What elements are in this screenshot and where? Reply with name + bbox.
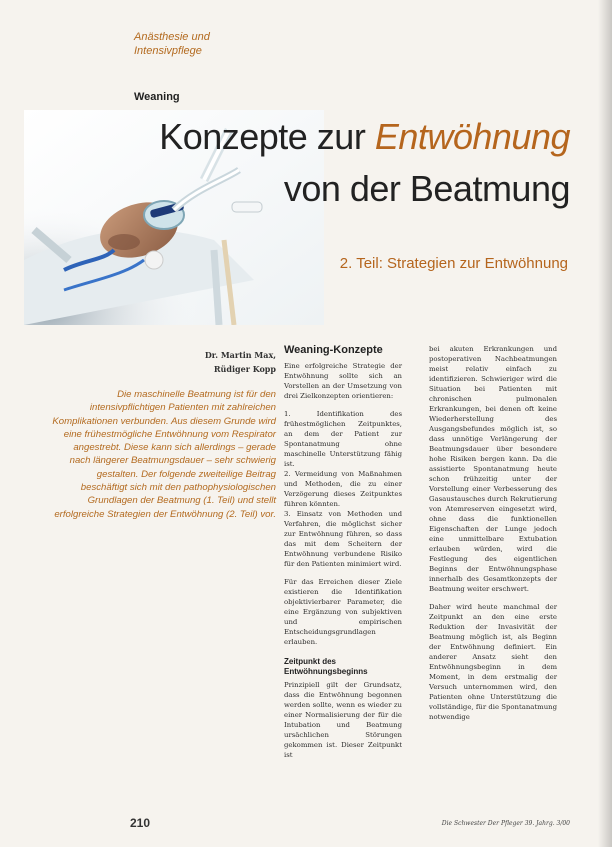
kicker: Weaning [134,91,180,103]
body-paragraph: 2. Vermeidung von Maßnahmen und Methoden, die zu einer Verzögerung dieses Zeitpunktes führen könnten. [284,470,402,508]
body-paragraph: Prinzipiell gilt der Grundsatz, dass die Entwöhnung begonnen werden sollte, wenn es wieder zu einer Normalisierung der für die Intubation und Beatmung ursächlichen Störungen gekommen ist. Dieser Zeitpunkt ist [284,681,402,759]
body-paragraph: 3. Einsatz von Methoden und Verfahren, die möglichst sicher zur Entwöhnung führen, so dass das mit dem Scheitern der Entwöhnung verbundene Risiko für den Patienten minimiert wird. [284,510,402,568]
subsection-heading: Zeitpunkt des Entwöhnungsbeginns [284,657,368,676]
subtitle: 2. Teil: Strategien zur Entwöhnung [339,255,568,272]
lead-paragraph: Die maschinelle Beatmung ist für den intensivpflichtigen Patienten mit zahlreichen Komplikationen verbunden. Aus diesem Grunde wird eine frühestmögliche Entwöhnung vom Respirator angestrebt. Diese kann sich allerdings – gerade nach längerer Beatmungsdauer – sehr schwierig gestalten. Der folgende zweiteilige Beitrag beschäftigt sich mit den pathophysiologischen Grundlagen der Beatmung (1. Teil) und stellt erfolgreiche Strategien der Entwöhnung (2. Teil) vor. [52,389,276,520]
headline-part-1: Konzepte zur [159,116,375,157]
page-edge-shadow [598,0,612,847]
column-middle [284,344,402,768]
body-paragraph: 1. Identifikation des frühestmöglichen Zeitpunktes, an dem der Patient zur Spontanatmung ohne maschinelle Unterstützung fähig ist. [284,410,402,468]
body-paragraph: Daher wird heute manchmal der Zeitpunkt an den eine erste Reduktion der Invasivität der Beatmung möglich ist, als Beginn der Entwöhnung definiert. Ein anderer Ansatz sieht den Entwöhnungsbeginn in dem Moment, in dem erstmalig der Versuch unternommen wird, den Patienten ohne Unterstützung die vollständige, für die Spontanatmung notwendige [429,603,557,721]
column-right [429,344,557,730]
journal-footer: Die Schwester Der Pfleger 39. Jahrg. 3/00 [441,820,570,827]
section-label-line-2: Intensivpflege [134,45,202,57]
headline-line-1 [159,116,570,158]
section-label-line-1: Anästhesie und [134,31,210,43]
section-heading: Weaning-Konzepte [284,344,383,356]
authors [150,348,276,376]
author-1: Dr. Martin Max, [204,350,276,360]
headline-line-2: von der Beatmung [283,168,570,209]
page-number: 210 [130,816,151,830]
section-label [134,30,210,58]
body-paragraph: Für das Erreichen dieser Ziele existieren die Identifikation objektivierbarer Parameter, die eine Ergänzung von subjektiven und empirischen Entscheidungsgrundlagen erlauben. [284,578,402,646]
headline-accent: Entwöhnung [374,116,570,157]
body-paragraph: bei akuten Erkrankungen und postoperativen Nachbeatmungen meist relativ einfach zu identifizieren. Schwieriger wird die Situation bei Patienten mit chronischen pulmonalen Erkrankungen, bei denen oft keine Wiederherstellung des Ausgangsbefundes möglich ist, so dass unnötige Verlängerung der Beatmungsdauer über besondere hohe Risiken bergen kann. Da die assistierte Spontanatmung heute schon frühzeitig unter der Vorstellung einer Verbesserung des Gasaustausches durch Rekrutierung von Atemreserven eingesetzt wird, ohne dass die funktionellen Eigenschaften der Lunge jedoch eine unmittelbare Extubation erlauben würden, wird die Festlegung des eigentlichen Beginns der Entwöhnungsphase innerhalb des Gesamtkonzepts der Beatmung weiter erschwert. [429,345,557,593]
body-paragraph: Eine erfolgreiche Strategie der Entwöhnung sollte sich an Vorstellen an der Umsetzung von drei Zielkonzepten orientieren: [284,362,402,400]
author-2: Rüdiger Kopp [213,364,276,374]
